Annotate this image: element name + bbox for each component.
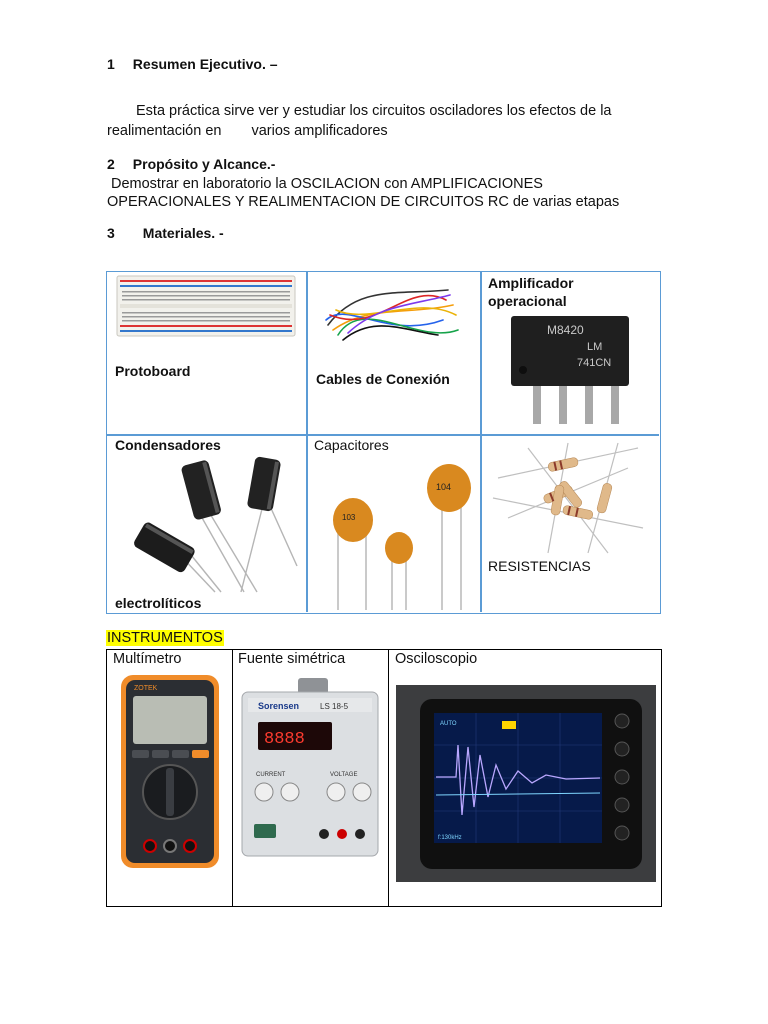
fuente-brand: Sorensen [258,701,300,711]
section-1-heading [107,56,278,72]
proposito-line-1: Demostrar en laboratorio la OSCILACION con AMPLIFICACIONES [111,176,543,192]
protoboard-image [116,275,296,337]
instruments-table [106,649,662,907]
fuente-current: CURRENT [256,772,286,778]
cap-code-small: 103 [342,513,356,522]
chip-marking-2: LM [587,341,603,353]
multimeter-image [120,674,220,869]
cap-code-large: 104 [436,482,452,492]
electrolytic-capacitors-image [129,454,304,594]
proposito-line-2: OPERACIONALES Y REALIMENTACION DE CIRCUITOS RC de varias etapas [107,194,620,210]
chip-marking-3: 741CN [577,357,612,369]
fuente-label: Fuente simétrica [238,651,346,667]
capacitores-label: Capacitores [314,437,389,453]
resistencias-label: RESISTENCIAS [488,558,591,574]
cell-cables [308,272,480,434]
section-2-heading [107,156,275,172]
osciloscopio-label: Osciloscopio [395,651,478,667]
scope-freq: f:130kHz [438,835,462,841]
section-3-heading [107,225,224,241]
cell-protoboard [107,272,306,434]
fuente-display: 8888 [264,730,305,749]
op-amp-chip-image [507,314,635,430]
amplificador-line-2: operacional [488,293,567,309]
multimetro-label: Multímetro [113,651,182,667]
materials-table [106,271,661,614]
section-title: Materiales. - [142,225,224,241]
section-title: Propósito y Alcance.- [132,156,276,172]
ceramic-capacitors-image [316,460,476,610]
amplificador-label [488,274,574,310]
cell-amplificador [482,272,660,434]
power-supply-image [240,678,380,858]
resumen-line-2a: realimentación en [107,123,222,139]
cell-resistencias [482,436,660,612]
cell-condensadores [107,436,306,612]
condensadores-label: Condensadores [115,437,221,453]
jumper-cables-image [318,275,468,350]
electroliticos-label: electrolíticos [115,595,202,611]
fuente-voltage: VOLTAGE [330,772,358,778]
fuente-model: LS 18-5 [320,702,349,711]
section-title: Resumen Ejecutivo. – [132,56,278,72]
cell-capacitores [308,436,480,612]
section-number: 2 [107,156,115,172]
resistors-image [488,438,648,558]
meter-brand: ZOTEK [134,685,158,692]
amplificador-line-1: Amplificador [488,275,574,291]
table-divider [232,650,233,906]
section-number: 1 [107,56,115,72]
protoboard-label: Protoboard [115,363,191,379]
scope-auto: AUTO [440,721,457,727]
cables-label: Cables de Conexión [316,371,450,387]
table-divider [388,650,389,906]
resumen-line-2 [107,122,388,141]
oscilloscope-image [396,685,656,882]
chip-marking-1: M8420 [547,323,584,337]
section-number: 3 [107,225,115,241]
resumen-line-2b: varios amplificadores [251,123,388,139]
instrumentos-title: INSTRUMENTOS [107,630,223,646]
resumen-line-1: Esta práctica sirve ver y estudiar los circuitos osciladores los efectos de la [136,103,612,119]
